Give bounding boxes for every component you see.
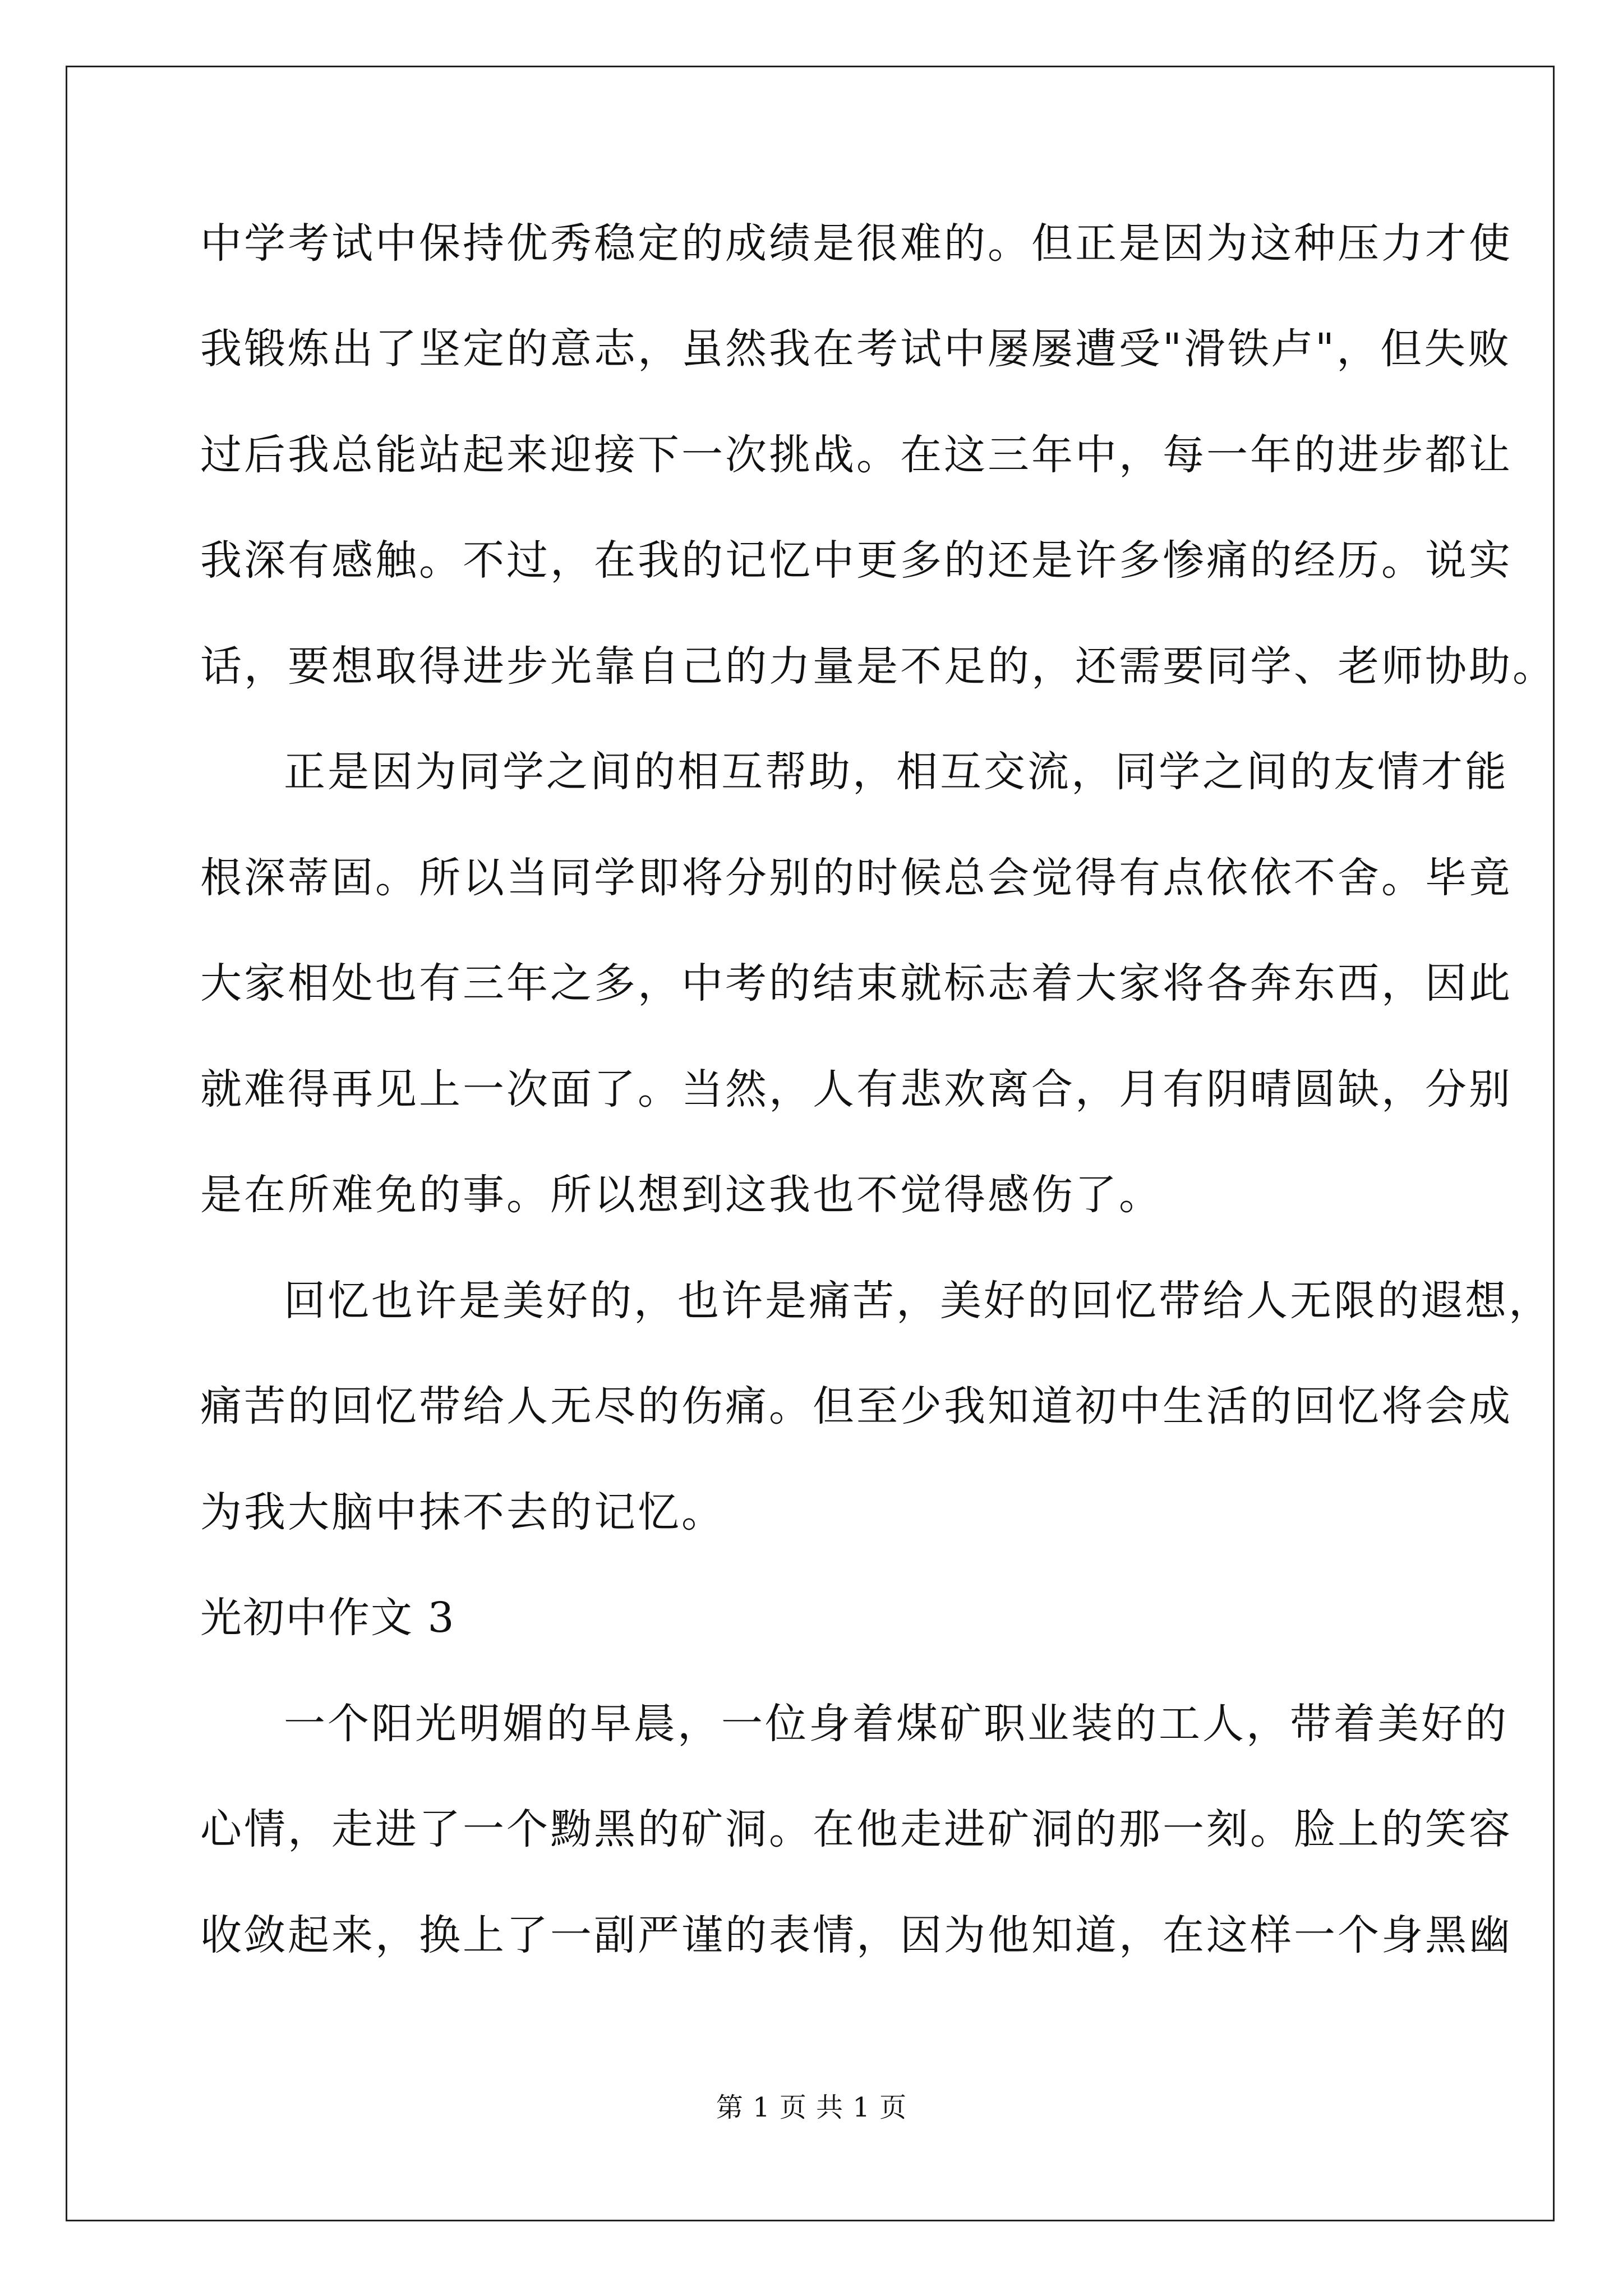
page-border — [66, 66, 1555, 2221]
text-line: 心情，走进了一个黝黑的矿洞。在他走进矿洞的那一刻。脸上的笑容 — [200, 1805, 1513, 1853]
text-line: 收敛起来，换上了一副严谨的表情，因为他知道，在这样一个身黑幽 — [200, 1911, 1513, 1959]
text-line: 是在所难免的事。所以想到这我也不觉得感伤了。 — [200, 1171, 1163, 1219]
page-footer: 第 1 页 共 1 页 — [716, 2092, 907, 2123]
text-line: 根深蒂固。所以当同学即将分别的时候总会觉得有点依依不舍。毕竟 — [200, 854, 1513, 902]
text-line: 为我大脑中抹不去的记忆。 — [200, 1488, 725, 1536]
text-line: 话，要想取得进步光靠自己的力量是不足的，还需要同学、老师协助。 — [200, 642, 1556, 691]
paragraph-start-line: 一个阳光明媚的早晨，一位身着煤矿职业装的工人，带着美好的 — [284, 1700, 1509, 1748]
text-line: 大家相处也有三年之多，中考的结束就标志着大家将各奔东西，因此 — [200, 959, 1513, 1007]
paragraph-start-line: 回忆也许是美好的，也许是痛苦，美好的回忆带给人无限的遐想， — [284, 1277, 1552, 1325]
paragraph-start-line: 正是因为同学之间的相互帮助，相互交流，同学之间的友情才能 — [284, 748, 1509, 796]
text-line: 就难得再见上一次面了。当然，人有悲欢离合，月有阴晴圆缺，分别 — [200, 1065, 1513, 1114]
text-line: 过后我总能站起来迎接下一次挑战。在这三年中，每一年的进步都让 — [200, 431, 1513, 479]
text-line: 我锻炼出了坚定的意志，虽然我在考试中屡屡遭受"滑铁卢"，但失败 — [200, 325, 1512, 373]
text-line: 中学考试中保持优秀稳定的成绩是很难的。但正是因为这种压力才使 — [200, 219, 1513, 268]
section-heading: 光初中作文 3 — [200, 1594, 455, 1642]
text-line: 我深有感触。不过，在我的记忆中更多的还是许多惨痛的经历。说实 — [200, 536, 1513, 585]
text-line: 痛苦的回忆带给人无尽的伤痛。但至少我知道初中生活的回忆将会成 — [200, 1382, 1513, 1430]
